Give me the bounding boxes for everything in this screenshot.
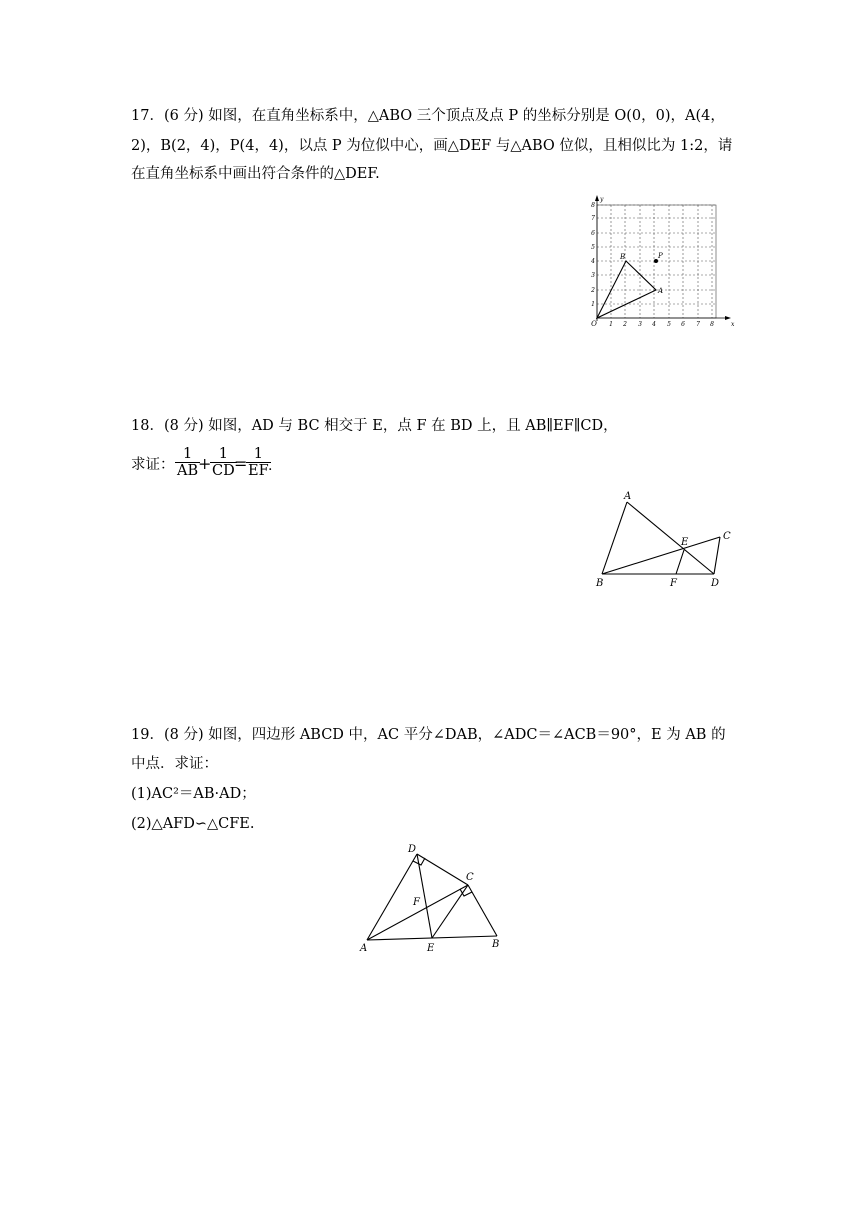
fraction-denominator: AB	[177, 463, 199, 479]
q18-fraction-1	[175, 446, 200, 479]
point-d-label: D	[408, 844, 417, 855]
plus-sign: +	[198, 454, 212, 473]
fraction-numerator: 1	[246, 446, 271, 463]
point-c-label: C	[723, 531, 731, 542]
point-e-label: E	[681, 537, 689, 548]
point-a-label: A	[658, 287, 664, 295]
y-tick-1: 1	[591, 301, 595, 308]
y-tick-2: 2	[591, 287, 595, 294]
y-tick-4: 4	[591, 258, 595, 265]
y-axis-label: y	[600, 196, 604, 203]
point-p-label: P	[658, 252, 663, 260]
y-tick-5: 5	[591, 244, 595, 251]
q17-line-2: 2)，B(2，4)，P(4，4)，以点 P 为位似中心，画△DEF 与△ABO 位似，且相似比为 1:2，请	[131, 138, 733, 154]
point-d-label: D	[711, 578, 720, 589]
x-tick-4: 4	[652, 321, 656, 328]
x-tick-1: 1	[609, 321, 613, 328]
q18-triangle-figure	[590, 488, 740, 593]
fraction-denominator: CD	[212, 463, 235, 479]
q19-line-1: 19．(8 分) 如图，四边形 ABCD 中，AC 平分∠DAB，∠ADC＝∠ACB＝90°，E 为 AB 的	[131, 727, 726, 743]
x-tick-2: 2	[623, 321, 627, 328]
q17-line-3: 在直角坐标系中画出符合条件的△DEF.	[131, 166, 380, 182]
q19-line-2: 中点．求证：	[131, 756, 218, 772]
y-tick-7: 7	[591, 215, 595, 222]
y-tick-6: 6	[591, 230, 595, 237]
point-e-label: E	[427, 943, 435, 954]
y-tick-8: 8	[591, 202, 595, 209]
x-axis-label: x	[731, 321, 735, 328]
triangle-abo	[597, 261, 656, 318]
q17-coordinate-grid-figure	[588, 195, 738, 330]
point-a-label: A	[360, 943, 368, 954]
point-c-label: C	[466, 872, 474, 883]
period: .	[268, 458, 273, 474]
q19-line-4: (2)△AFD∽△CFE.	[131, 816, 255, 832]
q18-fraction-2	[210, 446, 237, 479]
fraction-numerator: 1	[175, 446, 200, 463]
point-b-label: B	[620, 253, 626, 261]
x-tick-8: 8	[710, 321, 714, 328]
x-tick-6: 6	[681, 321, 685, 328]
point-b-label: B	[492, 939, 500, 950]
fraction-numerator: 1	[210, 446, 237, 463]
point-b-label: B	[596, 578, 604, 589]
q18-prove-label: 求证：	[131, 457, 175, 473]
x-tick-5: 5	[667, 321, 671, 328]
q18-fraction-3	[246, 446, 271, 479]
y-tick-3: 3	[591, 272, 595, 279]
x-tick-7: 7	[696, 321, 700, 328]
x-tick-3: 3	[638, 321, 642, 328]
origin-label: O	[591, 320, 597, 328]
q18-line-1: 18．(8 分) 如图，AD 与 BC 相交于 E，点 F 在 BD 上，且 AB∥EF∥CD，	[131, 418, 618, 434]
q19-quadrilateral-figure	[355, 840, 515, 955]
point-a-label: A	[624, 491, 632, 502]
fraction-denominator: EF	[248, 463, 269, 479]
point-f-label: F	[413, 897, 420, 908]
point-f-label: F	[670, 578, 677, 589]
equals-sign: =	[234, 454, 248, 473]
q17-line-1: 17．(6 分) 如图，在直角坐标系中，△ABO 三个顶点及点 P 的坐标分别是 O(0，0)，A(4，	[131, 108, 725, 124]
q19-line-3: (1)AC²＝AB·AD；	[131, 786, 256, 802]
